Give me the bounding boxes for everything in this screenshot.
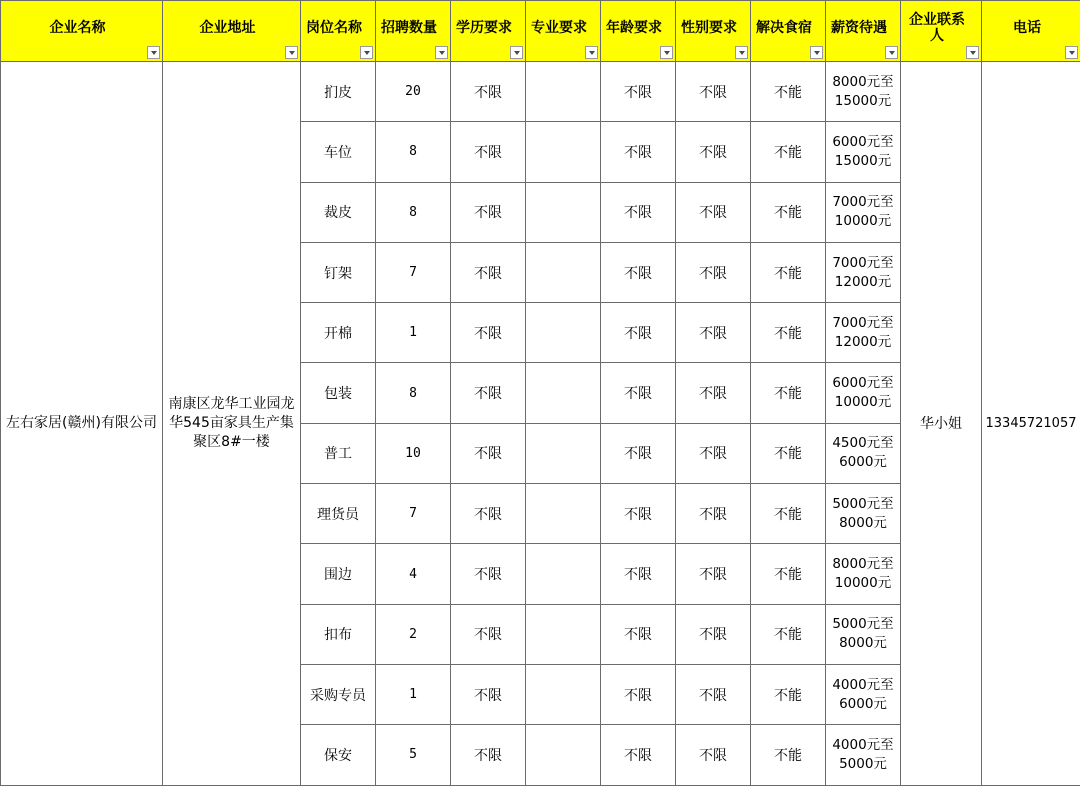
gender-cell[interactable]	[676, 242, 751, 302]
salary-min-text: 7000元至	[826, 254, 900, 273]
salary-max-text: 15000元	[826, 152, 900, 171]
count-cell-text: 1	[409, 687, 417, 702]
age-cell-text: 不限	[624, 688, 652, 704]
lodging-cell[interactable]	[751, 303, 826, 363]
education-cell[interactable]	[451, 182, 526, 242]
header-phone	[982, 1, 1080, 62]
age-cell[interactable]	[601, 242, 676, 302]
gender-cell-text: 不限	[699, 688, 727, 704]
salary-cell[interactable]	[826, 604, 901, 664]
lodging-cell[interactable]	[751, 363, 826, 423]
education-cell-text: 不限	[474, 507, 502, 523]
lodging-cell-text: 不能	[774, 627, 802, 643]
gender-cell[interactable]	[676, 725, 751, 785]
major-cell[interactable]	[526, 303, 601, 363]
education-cell-text: 不限	[474, 688, 502, 704]
header-label: 岗位名称	[301, 20, 375, 42]
salary-min-text: 7000元至	[826, 314, 900, 333]
header-age	[601, 1, 676, 62]
major-cell[interactable]	[526, 363, 601, 423]
count-cell[interactable]	[376, 303, 451, 363]
salary-min-text: 4500元至	[826, 434, 900, 453]
count-cell-text: 4	[409, 567, 417, 582]
lodging-cell[interactable]	[751, 484, 826, 544]
education-cell[interactable]	[451, 62, 526, 122]
salary-cell[interactable]	[826, 363, 901, 423]
filter-dropdown-icon[interactable]	[810, 46, 823, 59]
position-cell[interactable]	[301, 242, 376, 302]
header-label: 专业要求	[526, 20, 600, 42]
header-major	[526, 1, 601, 62]
position-cell[interactable]	[301, 604, 376, 664]
age-cell[interactable]	[601, 62, 676, 122]
count-cell[interactable]	[376, 363, 451, 423]
gender-cell[interactable]	[676, 604, 751, 664]
salary-max-text: 12000元	[826, 273, 900, 292]
gender-cell-text: 不限	[699, 627, 727, 643]
lodging-cell-text: 不能	[774, 85, 802, 101]
age-cell-text: 不限	[624, 266, 652, 282]
major-cell[interactable]	[526, 122, 601, 182]
age-cell[interactable]	[601, 363, 676, 423]
header-label: 年龄要求	[601, 20, 675, 42]
gender-cell-text: 不限	[699, 205, 727, 221]
header-label: 企业联系人	[901, 12, 981, 50]
filter-dropdown-icon[interactable]	[1065, 46, 1078, 59]
position-cell[interactable]	[301, 664, 376, 724]
salary-min-text: 5000元至	[826, 495, 900, 514]
filter-dropdown-icon[interactable]	[360, 46, 373, 59]
gender-cell[interactable]	[676, 303, 751, 363]
company-address-cell-text: 南康区龙华工业园龙华545亩家具生产集聚区8#一楼	[169, 396, 295, 450]
header-lodging	[751, 1, 826, 62]
education-cell-text: 不限	[474, 85, 502, 101]
gender-cell[interactable]	[676, 423, 751, 483]
salary-cell[interactable]	[826, 423, 901, 483]
education-cell[interactable]	[451, 604, 526, 664]
education-cell[interactable]	[451, 484, 526, 544]
filter-dropdown-icon[interactable]	[660, 46, 673, 59]
position-cell-text: 普工	[324, 446, 352, 462]
education-cell-text: 不限	[474, 627, 502, 643]
count-cell-text: 8	[409, 386, 417, 401]
phone-cell-text: 13345721057	[986, 416, 1077, 431]
salary-cell[interactable]	[826, 62, 901, 122]
position-cell-text: 采购专员	[310, 688, 366, 704]
position-cell[interactable]	[301, 725, 376, 785]
company-name-cell-text: 左右家居(赣州)有限公司	[6, 415, 157, 431]
age-cell[interactable]	[601, 604, 676, 664]
header-label: 企业名称	[1, 20, 162, 42]
count-cell[interactable]	[376, 664, 451, 724]
filter-dropdown-icon[interactable]	[285, 46, 298, 59]
major-cell[interactable]	[526, 725, 601, 785]
salary-min-text: 4000元至	[826, 736, 900, 755]
position-cell-text: 扣布	[324, 627, 352, 643]
count-cell[interactable]	[376, 122, 451, 182]
salary-cell[interactable]	[826, 544, 901, 604]
age-cell[interactable]	[601, 122, 676, 182]
age-cell[interactable]	[601, 484, 676, 544]
header-count	[376, 1, 451, 62]
education-cell[interactable]	[451, 363, 526, 423]
position-cell-text: 开棉	[324, 326, 352, 342]
education-cell-text: 不限	[474, 205, 502, 221]
education-cell-text: 不限	[474, 145, 502, 161]
gender-cell-text: 不限	[699, 85, 727, 101]
salary-max-text: 12000元	[826, 333, 900, 352]
lodging-cell[interactable]	[751, 122, 826, 182]
salary-cell[interactable]	[826, 122, 901, 182]
education-cell[interactable]	[451, 423, 526, 483]
filter-dropdown-icon[interactable]	[435, 46, 448, 59]
lodging-cell-text: 不能	[774, 567, 802, 583]
count-cell-text: 10	[405, 446, 421, 461]
gender-cell-text: 不限	[699, 507, 727, 523]
count-cell[interactable]	[376, 484, 451, 544]
count-cell-text: 2	[409, 627, 417, 642]
count-cell[interactable]	[376, 182, 451, 242]
education-cell-text: 不限	[474, 446, 502, 462]
gender-cell[interactable]	[676, 484, 751, 544]
header-label: 电话	[982, 20, 1080, 42]
salary-max-text: 10000元	[826, 212, 900, 231]
gender-cell[interactable]	[676, 544, 751, 604]
education-cell-text: 不限	[474, 326, 502, 342]
header-row	[1, 1, 1080, 62]
salary-cell[interactable]	[826, 725, 901, 785]
header-label: 薪资待遇	[826, 20, 900, 42]
lodging-cell[interactable]	[751, 182, 826, 242]
major-cell[interactable]	[526, 242, 601, 302]
salary-min-text: 8000元至	[826, 73, 900, 92]
position-cell[interactable]	[301, 423, 376, 483]
lodging-cell-text: 不能	[774, 688, 802, 704]
salary-cell[interactable]	[826, 242, 901, 302]
major-cell[interactable]	[526, 544, 601, 604]
salary-max-text: 10000元	[826, 393, 900, 412]
count-cell[interactable]	[376, 62, 451, 122]
age-cell-text: 不限	[624, 567, 652, 583]
company-name-cell[interactable]	[1, 62, 163, 786]
header-label: 企业地址	[163, 20, 300, 42]
count-cell-text: 8	[409, 144, 417, 159]
count-cell[interactable]	[376, 423, 451, 483]
salary-max-text: 5000元	[826, 755, 900, 774]
salary-min-text: 4000元至	[826, 676, 900, 695]
filter-dropdown-icon[interactable]	[966, 46, 979, 59]
table-row	[1, 62, 1080, 122]
education-cell-text: 不限	[474, 386, 502, 402]
salary-min-text: 6000元至	[826, 374, 900, 393]
age-cell[interactable]	[601, 725, 676, 785]
gender-cell[interactable]	[676, 122, 751, 182]
position-cell-text: 裁皮	[324, 205, 352, 221]
count-cell[interactable]	[376, 725, 451, 785]
count-cell-text: 7	[409, 265, 417, 280]
age-cell[interactable]	[601, 182, 676, 242]
major-cell[interactable]	[526, 182, 601, 242]
salary-min-text: 8000元至	[826, 555, 900, 574]
lodging-cell-text: 不能	[774, 205, 802, 221]
filter-dropdown-icon[interactable]	[585, 46, 598, 59]
position-cell-text: 保安	[324, 748, 352, 764]
lodging-cell[interactable]	[751, 544, 826, 604]
header-company-name	[1, 1, 163, 62]
salary-max-text: 8000元	[826, 514, 900, 533]
position-cell[interactable]	[301, 484, 376, 544]
position-cell-text: 包装	[324, 386, 352, 402]
count-cell[interactable]	[376, 604, 451, 664]
position-cell-text: 围边	[324, 567, 352, 583]
gender-cell-text: 不限	[699, 386, 727, 402]
header-contact	[901, 1, 982, 62]
education-cell[interactable]	[451, 664, 526, 724]
gender-cell-text: 不限	[699, 266, 727, 282]
position-cell[interactable]	[301, 182, 376, 242]
position-cell[interactable]	[301, 303, 376, 363]
contact-cell-text: 华小姐	[920, 416, 962, 432]
salary-min-text: 5000元至	[826, 615, 900, 634]
salary-cell[interactable]	[826, 664, 901, 724]
education-cell-text: 不限	[474, 748, 502, 764]
count-cell-text: 8	[409, 205, 417, 220]
header-label: 学历要求	[451, 20, 525, 42]
lodging-cell[interactable]	[751, 242, 826, 302]
position-cell[interactable]	[301, 122, 376, 182]
age-cell-text: 不限	[624, 446, 652, 462]
major-cell[interactable]	[526, 62, 601, 122]
filter-dropdown-icon[interactable]	[885, 46, 898, 59]
salary-max-text: 6000元	[826, 453, 900, 472]
header-salary	[826, 1, 901, 62]
education-cell-text: 不限	[474, 266, 502, 282]
salary-min-text: 6000元至	[826, 133, 900, 152]
lodging-cell[interactable]	[751, 62, 826, 122]
salary-cell[interactable]	[826, 182, 901, 242]
gender-cell-text: 不限	[699, 326, 727, 342]
education-cell-text: 不限	[474, 567, 502, 583]
gender-cell-text: 不限	[699, 748, 727, 764]
salary-max-text: 6000元	[826, 695, 900, 714]
salary-min-text: 7000元至	[826, 193, 900, 212]
major-cell[interactable]	[526, 604, 601, 664]
position-cell[interactable]	[301, 363, 376, 423]
count-cell[interactable]	[376, 242, 451, 302]
header-position	[301, 1, 376, 62]
count-cell-text: 5	[409, 747, 417, 762]
lodging-cell[interactable]	[751, 664, 826, 724]
age-cell[interactable]	[601, 544, 676, 604]
filter-dropdown-icon[interactable]	[735, 46, 748, 59]
count-cell[interactable]	[376, 544, 451, 604]
age-cell-text: 不限	[624, 386, 652, 402]
age-cell-text: 不限	[624, 627, 652, 643]
gender-cell[interactable]	[676, 664, 751, 724]
header-label: 招聘数量	[376, 20, 450, 42]
age-cell[interactable]	[601, 423, 676, 483]
position-cell-text: 车位	[324, 145, 352, 161]
salary-cell[interactable]	[826, 303, 901, 363]
contact-cell[interactable]	[901, 62, 982, 786]
filter-dropdown-icon[interactable]	[147, 46, 160, 59]
count-cell-text: 7	[409, 506, 417, 521]
lodging-cell-text: 不能	[774, 266, 802, 282]
major-cell[interactable]	[526, 484, 601, 544]
position-cell[interactable]	[301, 62, 376, 122]
lodging-cell-text: 不能	[774, 748, 802, 764]
header-label: 解决食宿	[751, 20, 825, 42]
education-cell[interactable]	[451, 725, 526, 785]
age-cell-text: 不限	[624, 85, 652, 101]
count-cell-text: 1	[409, 325, 417, 340]
age-cell-text: 不限	[624, 326, 652, 342]
lodging-cell-text: 不能	[774, 326, 802, 342]
lodging-cell-text: 不能	[774, 145, 802, 161]
lodging-cell[interactable]	[751, 423, 826, 483]
age-cell-text: 不限	[624, 748, 652, 764]
age-cell-text: 不限	[624, 507, 652, 523]
position-cell-text: 钉架	[324, 266, 352, 282]
lodging-cell[interactable]	[751, 725, 826, 785]
phone-cell[interactable]	[982, 62, 1080, 786]
company-address-cell[interactable]	[163, 62, 301, 786]
major-cell[interactable]	[526, 664, 601, 724]
header-education	[451, 1, 526, 62]
salary-max-text: 8000元	[826, 634, 900, 653]
education-cell[interactable]	[451, 122, 526, 182]
position-cell-text: 理货员	[317, 507, 359, 523]
gender-cell-text: 不限	[699, 446, 727, 462]
count-cell-text: 20	[405, 84, 421, 99]
position-cell-text: 扪皮	[324, 85, 352, 101]
header-label: 性别要求	[676, 20, 750, 42]
education-cell[interactable]	[451, 544, 526, 604]
age-cell-text: 不限	[624, 145, 652, 161]
age-cell[interactable]	[601, 664, 676, 724]
gender-cell[interactable]	[676, 182, 751, 242]
education-cell[interactable]	[451, 303, 526, 363]
age-cell-text: 不限	[624, 205, 652, 221]
header-company-address	[163, 1, 301, 62]
lodging-cell-text: 不能	[774, 446, 802, 462]
lodging-cell-text: 不能	[774, 386, 802, 402]
education-cell[interactable]	[451, 242, 526, 302]
gender-cell-text: 不限	[699, 567, 727, 583]
age-cell[interactable]	[601, 303, 676, 363]
salary-max-text: 10000元	[826, 574, 900, 593]
position-cell[interactable]	[301, 544, 376, 604]
salary-max-text: 15000元	[826, 92, 900, 111]
gender-cell[interactable]	[676, 62, 751, 122]
salary-cell[interactable]	[826, 484, 901, 544]
gender-cell[interactable]	[676, 363, 751, 423]
header-gender	[676, 1, 751, 62]
filter-dropdown-icon[interactable]	[510, 46, 523, 59]
lodging-cell-text: 不能	[774, 507, 802, 523]
major-cell[interactable]	[526, 423, 601, 483]
gender-cell-text: 不限	[699, 145, 727, 161]
lodging-cell[interactable]	[751, 604, 826, 664]
